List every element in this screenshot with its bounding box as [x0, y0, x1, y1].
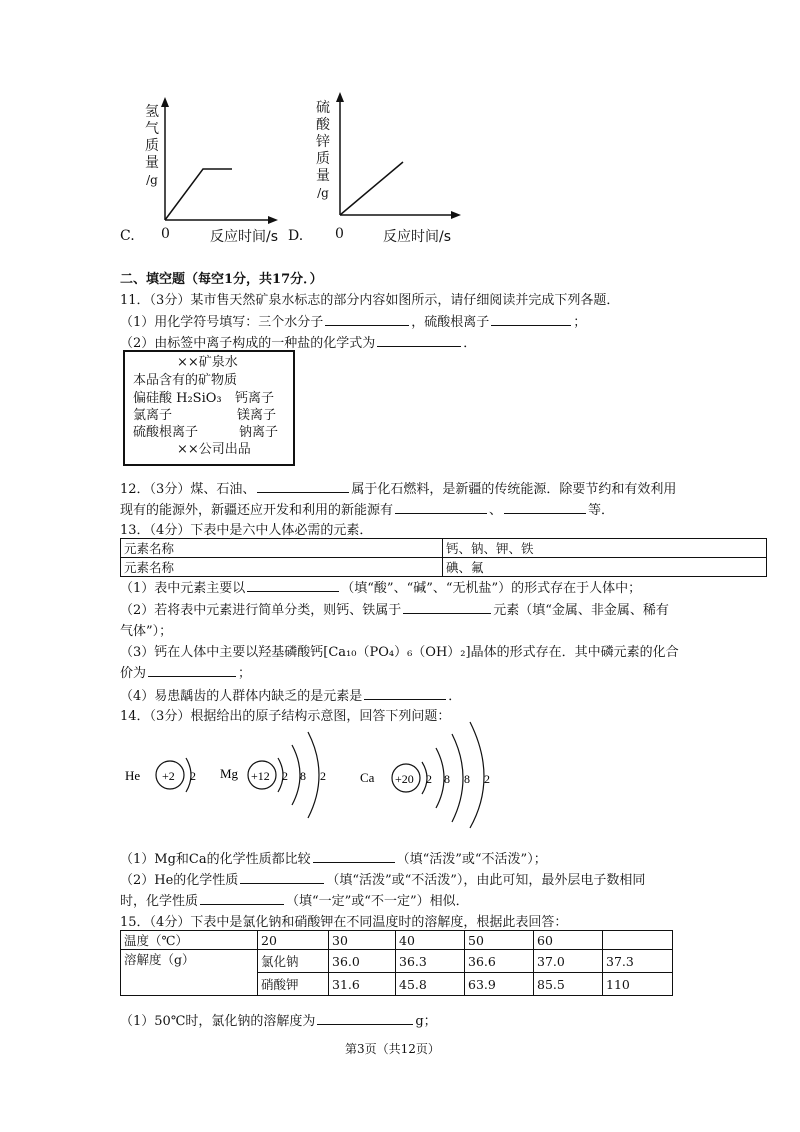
table-cell: 钙、钠、钾、铁: [443, 539, 767, 558]
table-cell: 31.6: [329, 973, 396, 996]
table-row: [121, 931, 673, 950]
svg-text:+12: +12: [251, 769, 270, 783]
q11-blank-1[interactable]: [325, 313, 409, 326]
q13-part1: （1）表中元素主要以 （填“酸”、“碱”、“无机盐”）的形式存在于人体中；: [120, 581, 642, 596]
label-line-3a: 偏硅酸 H₂SiO₃: [133, 391, 222, 406]
element-table: [120, 538, 767, 577]
q14-part1: （1）Mg和Ca的化学性质都比较 （填“活泼”或“不活泼”）；: [120, 852, 547, 867]
svg-text:2: 2: [190, 769, 196, 783]
svg-text:2: 2: [426, 772, 432, 786]
mineral-water-label: [123, 350, 295, 466]
q15-part1: （1）50℃时，氯化钠的溶解度为 g；: [120, 1014, 437, 1029]
q12-line-1: 12．（3分）煤、石油、 属于化石燃料，是新疆的传统能源．除要节约和有效利用: [120, 482, 677, 497]
table-cell: 60: [534, 931, 603, 950]
q14-blank-1[interactable]: [313, 850, 395, 863]
q12-line-2: 现有的能源外，新疆还应开发和利用的新能源有 、 等．: [120, 503, 615, 518]
table-cell: 20: [258, 931, 329, 950]
q13-part3: （3）钙在人体中主要以羟基磷酸钙[Ca₁₀（PO₄）₆（OH）₂]晶体的形式存在．其中磷元素的化合: [120, 645, 679, 660]
graph-c-option: C.: [120, 228, 135, 244]
svg-text:8: 8: [444, 772, 450, 786]
table-cell: 37.3: [603, 950, 673, 973]
graph-d-origin: 0: [335, 226, 344, 242]
q11-blank-2[interactable]: [491, 313, 571, 326]
label-line-4b: 镁离子: [237, 408, 277, 423]
q14-part2: （2）He的化学性质 （填“活泼”或“不活泼”），由此可知，最外层电子数相同: [120, 873, 646, 888]
graph-c-ylabel: 氢 气 质 量 /g: [145, 104, 159, 187]
table-cell: 36.3: [396, 950, 465, 973]
label-line-5a: 硫酸根离子: [133, 425, 199, 440]
label-line-1: ××矿泉水: [177, 355, 238, 370]
label-line-4a: 氯离子: [133, 408, 173, 423]
table-cell: 30: [329, 931, 396, 950]
q15-stem: 15．（4分）下表中是氯化钠和硝酸钾在不同温度时的溶解度，根据此表回答：: [120, 915, 568, 930]
svg-text:8: 8: [300, 769, 306, 783]
q13-part2-cont: 气体”）；: [120, 624, 173, 639]
q13-part2: （2）若将表中元素进行简单分类，则钙、铁属于 元素（填“金属、非金属、稀有: [120, 603, 669, 618]
table-cell: 硝酸钾: [258, 973, 329, 996]
table-cell: [603, 931, 673, 950]
table-cell: 85.5: [534, 973, 603, 996]
label-line-5b: 钠离子: [239, 425, 279, 440]
q12-blank-1[interactable]: [257, 480, 349, 493]
q14-blank-2[interactable]: [240, 871, 324, 884]
table-cell: 45.8: [396, 973, 465, 996]
graph-d-xlabel: 反应时间/s: [383, 229, 452, 245]
table-cell: 元素名称: [121, 558, 443, 577]
section-title: 二、填空题（每空1分，共17分．）: [120, 272, 323, 287]
svg-text:+20: +20: [395, 772, 414, 786]
table-row: [121, 539, 767, 558]
solubility-table: [120, 930, 673, 996]
table-cell: 元素名称: [121, 539, 443, 558]
atom-diagrams: [120, 720, 520, 830]
label-line-3b: 钙离子: [235, 391, 275, 406]
q11-part1: （1）用化学符号填写：三个水分子 ，硫酸根离子 ；: [120, 315, 587, 330]
mg-symbol: Mg: [220, 766, 239, 781]
q13-blank-3[interactable]: [148, 664, 236, 677]
label-line-6: ××公司出品: [177, 442, 251, 457]
table-cell: 36.6: [465, 950, 534, 973]
q13-part3-cont: 价为 ；: [120, 666, 252, 681]
svg-text:+2: +2: [162, 769, 175, 783]
svg-text:8: 8: [464, 772, 470, 786]
q14-blank-3[interactable]: [200, 892, 284, 905]
page-footer: 第3页（共12页）: [345, 1042, 440, 1056]
table-cell: 110: [603, 973, 673, 996]
q15-blank-1[interactable]: [317, 1012, 413, 1025]
table-cell: 氯化钠: [258, 950, 329, 973]
q12-blank-3[interactable]: [504, 501, 586, 514]
graph-c-xlabel: 反应时间/s: [210, 229, 279, 245]
graph-c-origin: 0: [161, 226, 170, 242]
graph-d-ylabel: 硫 酸 锌 质 量 /g: [316, 100, 330, 200]
q14-part3: 时，化学性质 （填“一定”或“不一定”）相似．: [120, 894, 469, 909]
table-row: [121, 950, 673, 973]
graph-d-option: D.: [288, 228, 304, 244]
q14-stem: 14．（3分）根据给出的原子结构示意图，回答下列问题：: [120, 709, 451, 724]
q13-blank-2[interactable]: [403, 601, 491, 614]
svg-text:2: 2: [320, 769, 326, 783]
q13-stem: 13．（4分）下表中是六中人体必需的元素．: [120, 523, 373, 538]
table-row: [121, 558, 767, 577]
table-cell: 36.0: [329, 950, 396, 973]
table-cell: 溶解度（g）: [121, 950, 258, 996]
q11-stem: 11．（3分）某市售天然矿泉水标志的部分内容如图所示，请仔细阅读并完成下列各题．: [120, 293, 620, 308]
svg-text:2: 2: [484, 772, 490, 786]
table-cell: 63.9: [465, 973, 534, 996]
table-cell: 50: [465, 931, 534, 950]
table-cell: 37.0: [534, 950, 603, 973]
q11-blank-3[interactable]: [377, 334, 461, 347]
table-cell: 碘、氟: [443, 558, 767, 577]
q13-blank-4[interactable]: [364, 687, 446, 700]
q12-blank-2[interactable]: [395, 501, 487, 514]
table-cell: 40: [396, 931, 465, 950]
label-line-2: 本品含有的矿物质: [133, 373, 238, 388]
svg-text:2: 2: [282, 769, 288, 783]
ca-symbol: Ca: [360, 770, 375, 785]
q13-blank-1[interactable]: [247, 579, 339, 592]
q11-part2: （2）由标签中离子构成的一种盐的化学式为 ．: [120, 336, 477, 351]
table-cell: 温度（℃）: [121, 931, 258, 950]
he-symbol: He: [125, 768, 141, 783]
q13-part4: （4）易患龋齿的人群体内缺乏的是元素是 ．: [120, 689, 462, 704]
